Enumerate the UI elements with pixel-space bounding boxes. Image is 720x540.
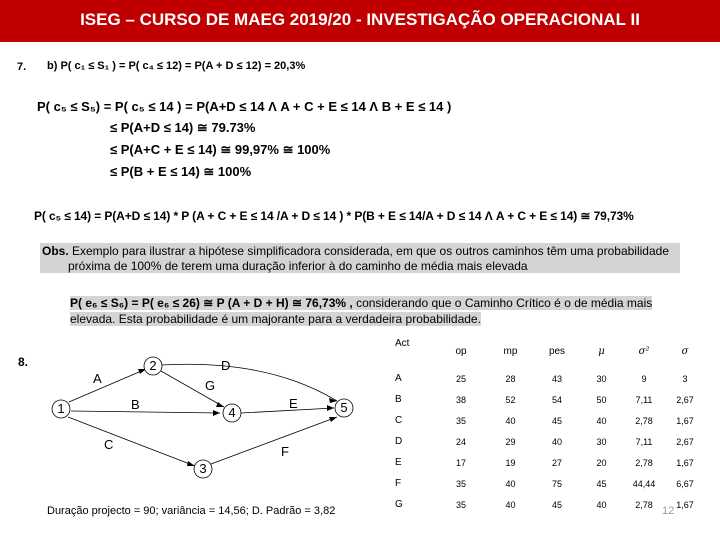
table-cell: 20 [596, 457, 607, 468]
q7-p6-line [70, 296, 652, 310]
table-cell: 3 [682, 373, 688, 384]
edge-e-line [241, 408, 334, 413]
table-cell: 25 [455, 373, 466, 384]
col-header-act: Act [395, 338, 410, 349]
col-header-sigma: σ [681, 345, 689, 357]
table-cell: 6,67 [676, 478, 694, 489]
table-cell: 2,78 [635, 457, 653, 468]
table-cell: 2,78 [635, 415, 653, 426]
table-cell: 24 [455, 436, 466, 447]
table-cell: 17 [455, 457, 466, 468]
edge-g-label: G [205, 378, 216, 393]
node-3-label: 3 [199, 461, 207, 476]
table-row [383, 431, 705, 452]
table-cell: 19 [505, 457, 516, 468]
q7-inequality-3: ≤ P(B + E ≤ 14) ≅ 100% [110, 164, 252, 179]
edge-a-label: A [93, 371, 102, 386]
q7-p6-line-2-text: elevada. Esta probabilidade é um majorante para a verdadeira probabilidade. [70, 312, 481, 326]
table-cell: 52 [505, 394, 516, 405]
project-network-diagram [28, 345, 388, 480]
col-header-op: op [455, 345, 467, 357]
table-cell: 30 [596, 436, 607, 447]
table-cell: 45 [596, 478, 607, 489]
table-row [383, 368, 705, 389]
edge-b-line [71, 411, 220, 413]
table-cell: 2,67 [676, 436, 694, 447]
table-cell: A [395, 373, 402, 384]
table-cell: 2,67 [676, 394, 694, 405]
table-cell: 28 [505, 373, 516, 384]
table-cell: B [395, 394, 402, 405]
table-cell: 40 [505, 415, 516, 426]
table-row [383, 494, 705, 515]
observation-text-1: Exemplo para ilustrar a hipótese simplificadora considerada, em que os outros caminhos têm uma probabilidade [68, 244, 669, 258]
col-header-variance: σ² [638, 345, 650, 357]
activity-table [383, 334, 705, 515]
page-title: ISEG – CURSO DE MAEG 2019/20 - INVESTIGAÇÃO OPERACIONAL II [80, 10, 640, 29]
table-cell: 40 [505, 499, 516, 510]
question-8-number: 8. [18, 355, 29, 369]
col-header-mu: μ [598, 345, 605, 357]
observation-label: Obs. [42, 244, 69, 258]
table-cell: 40 [505, 478, 516, 489]
table-row [383, 410, 705, 431]
edge-f-label: F [281, 444, 289, 459]
col-header-pes: pes [548, 345, 566, 357]
table-cell: 54 [551, 394, 562, 405]
table-cell: 1,67 [676, 457, 694, 468]
table-cell: 7,11 [635, 436, 653, 447]
table-cell: 27 [551, 457, 562, 468]
header-bar [0, 0, 720, 42]
table-row [383, 452, 705, 473]
q7-p6-rest: considerando que o Caminho Crítico é o de média mais [352, 296, 653, 310]
edge-d-label: D [221, 358, 231, 373]
observation-text-line-2: próxima de 100% de terem uma duração inferior à do caminho de média mais elevada [68, 259, 528, 273]
project-summary: Duração projecto = 90; variância = 14,56; D. Padrão = 3,82 [47, 505, 336, 517]
table-cell: F [395, 478, 402, 489]
table-cell: 35 [455, 478, 466, 489]
edge-d-line [161, 364, 337, 401]
edge-f-line [211, 417, 337, 464]
table-cell: 45 [551, 415, 562, 426]
q7-p5-line: P( c₅ ≤ S₅) = P( c₅ ≤ 14 ) = P(A+D ≤ 14 Λ A + C + E ≤ 14 Λ B + E ≤ 14 ) [37, 99, 452, 114]
table-cell: 40 [596, 499, 607, 510]
q7-inequality-1: ≤ P(A+D ≤ 14) ≅ 79.73% [110, 120, 256, 135]
table-row [383, 389, 705, 410]
node-2-label: 2 [149, 358, 157, 373]
node-5-label: 5 [340, 400, 348, 415]
question-7-number: 7. [17, 61, 27, 73]
table-cell: 35 [455, 415, 466, 426]
table-cell: 1,67 [676, 415, 694, 426]
table-cell: 9 [641, 373, 647, 384]
node-1-label: 1 [57, 401, 65, 416]
edge-e-label: E [289, 396, 298, 411]
col-header-mp: mp [503, 345, 518, 357]
table-cell: 2,78 [635, 499, 653, 510]
page-number: 12 [662, 505, 675, 517]
table-cell: 40 [596, 415, 607, 426]
q7-p6-line-2 [70, 312, 481, 326]
table-cell: 40 [551, 436, 562, 447]
table-cell: G [395, 499, 403, 510]
q7-product-line: P( c₅ ≤ 14) = P(A+D ≤ 14) * P (A + C + E ≤ 14 /A + D ≤ 14 ) * P(B + E ≤ 14/A + D ≤ 14 Λ A + C + E ≤ 14) ≅ 79,73% [34, 209, 634, 223]
node-4-label: 4 [228, 405, 236, 420]
table-cell: 44,44 [632, 478, 656, 489]
table-cell: 30 [596, 373, 607, 384]
q7-line-b: b) P( c₁ ≤ S₁ ) = P( c₄ ≤ 12) = P(A + D ≤ 12) = 20,3% [47, 60, 306, 72]
table-cell: 38 [455, 394, 466, 405]
edge-b-label: B [131, 397, 140, 412]
table-cell: E [395, 457, 402, 468]
q7-p6-highlight: P( e₆ ≤ S₆) = P( e₆ ≤ 26) ≅ P (A + D + H) ≅ 76,73% , [70, 296, 353, 310]
edge-c-label: C [104, 437, 114, 452]
table-cell: 50 [596, 394, 607, 405]
table-cell: 29 [505, 436, 516, 447]
table-cell: 43 [551, 373, 562, 384]
table-header-row [383, 334, 705, 368]
table-cell: 35 [455, 499, 466, 510]
table-cell: C [395, 415, 403, 426]
table-cell: 45 [551, 499, 562, 510]
observation-text-line-1 [42, 244, 669, 258]
table-cell: 1,67 [676, 499, 694, 510]
table-cell: 75 [551, 478, 562, 489]
q7-inequality-2: ≤ P(A+C + E ≤ 14) ≅ 99,97% ≅ 100% [110, 142, 331, 157]
table-cell: D [395, 436, 403, 447]
table-cell: 7,11 [635, 394, 653, 405]
edge-c-line [68, 417, 195, 466]
table-row [383, 473, 705, 494]
